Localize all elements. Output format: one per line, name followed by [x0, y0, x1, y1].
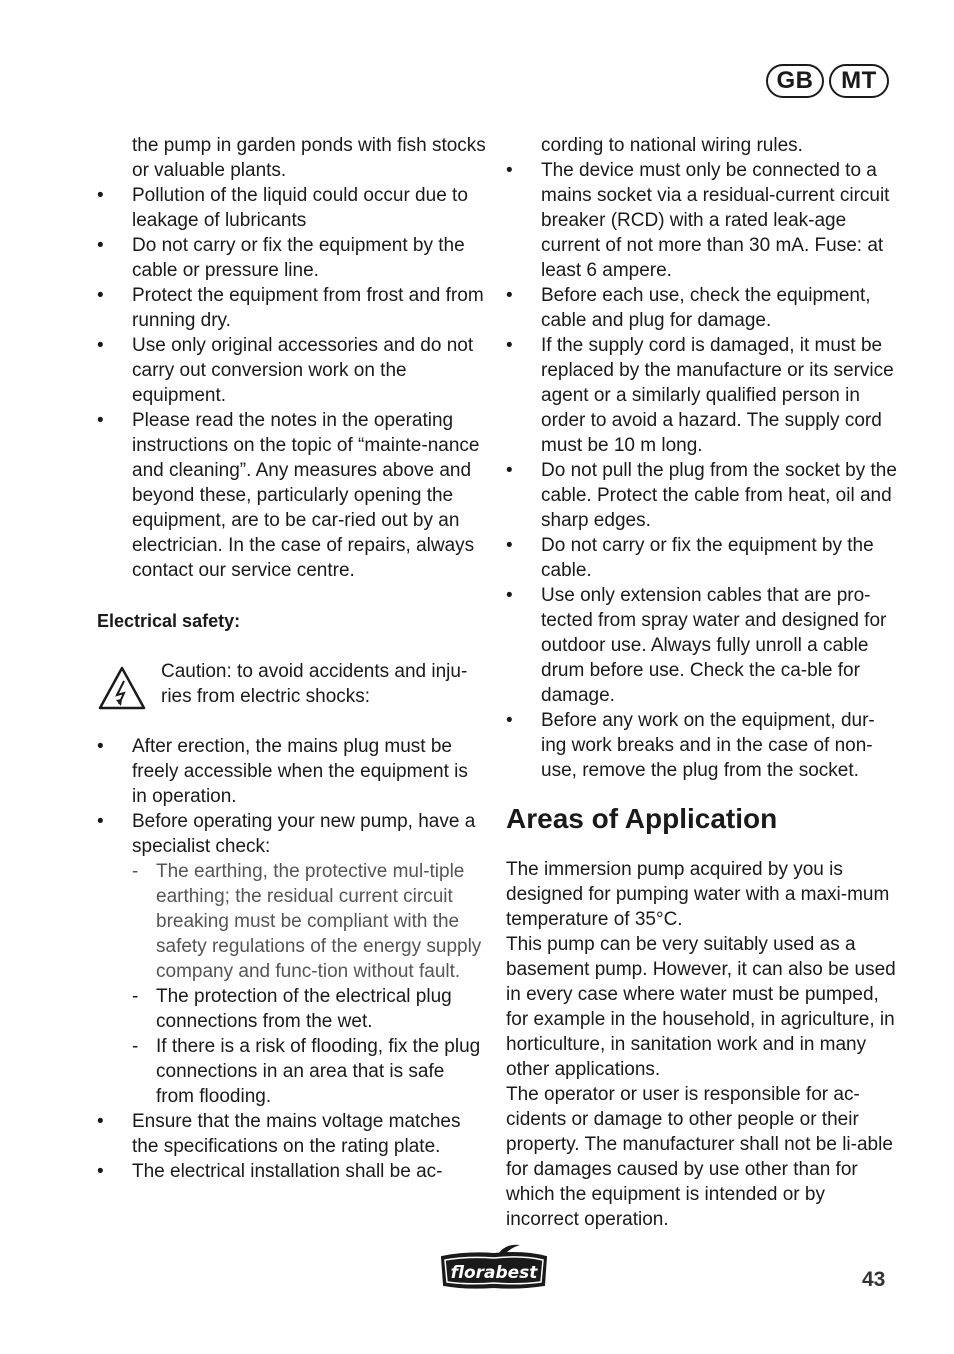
list-item: • Do not pull the plug from the socket by the cable. Protect the cable from heat, oil and sharp edges. [506, 458, 898, 533]
paragraph: The immersion pump acquired by you is designed for pumping water with a maxi-mum temperature of 35°C. [506, 859, 890, 930]
electrical-safety-heading: Electrical safety: [97, 611, 241, 631]
right-column [506, 133, 898, 1232]
list-item: • After erection, the mains plug must be freely accessible when the equipment is in operation. [97, 734, 487, 809]
continuation-text: the pump in garden ponds with fish stocks or valuable plants. [132, 135, 486, 181]
electrical-list [97, 734, 487, 1184]
dash-item: - The earthing, the protective mul-tiple earthing; the residual current circuit breaking must be compliant with the safety regulations of the energy supply company and func-tion without fault. [132, 859, 487, 984]
list-item: • Do not carry or fix the equipment by the cable or pressure line. [97, 233, 487, 283]
list-item: • The device must only be connected to a mains socket via a residual-current circuit breaker (RCD) with a rated leak-age current of not more than 30 mA. Fuse: at least 6 ampere. [506, 158, 898, 283]
continuation-text: cording to national wiring rules. [541, 135, 803, 156]
list-item: • Please read the notes in the operating instructions on the topic of “mainte-nance and cleaning”. Any measures above and beyond these, particularly opening the equipment, are to be car-ried out by an electrician. In the case of repairs, always contact our service centre. [97, 408, 487, 583]
list-item: • The electrical installation shall be ac- [97, 1159, 487, 1184]
section-title: Areas of Application [506, 803, 778, 834]
specialist-check-list [132, 859, 487, 1109]
dash-item: - The protection of the electrical plug connections from the wet. [132, 984, 487, 1034]
florabest-logo [436, 1243, 552, 1291]
dash-item: - If there is a risk of flooding, fix the plug connections in an area that is safe from flooding. [132, 1034, 487, 1109]
caution-text: Caution: to avoid accidents and inju-ries from electric shocks: [161, 661, 468, 707]
list-item: • Protect the equipment from frost and from running dry. [97, 283, 487, 333]
list-item [97, 809, 487, 1109]
list-item: • Pollution of the liquid could occur due to leakage of lubricants [97, 183, 487, 233]
paragraph: This pump can be very suitably used as a basement pump. However, it can also be used in every case where water must be pumped, for example in the household, in agriculture, in horticulture, in sanitation work and in many other applications. [506, 934, 896, 1080]
safety-list [97, 183, 487, 583]
lang-badge-mt: MT [829, 64, 889, 98]
list-item: • Use only extension cables that are pro-tected from spray water and designed for outdoor use. Always fully unroll a cable drum before use. Check the ca-ble for damage. [506, 583, 898, 708]
caution-note [97, 659, 487, 709]
electric-warning-icon [97, 665, 147, 711]
list-item: • Before any work on the equipment, dur-ing work breaks and in the case of non-use, remove the plug from the socket. [506, 708, 898, 783]
lang-badge-gb: GB [766, 64, 824, 98]
logo-text: florabest [450, 1263, 538, 1283]
list-item: • Do not carry or fix the equipment by the cable. [506, 533, 898, 583]
safety-list [506, 158, 898, 783]
left-column [97, 133, 487, 1184]
list-item: • Ensure that the mains voltage matches the specifications on the rating plate. [97, 1109, 487, 1159]
list-item: • If the supply cord is damaged, it must be replaced by the manufacture or its service agent or a similarly qualified person in order to avoid a hazard. The supply cord must be 10 m long. [506, 333, 898, 458]
list-item: • Before each use, check the equipment, cable and plug for damage. [506, 283, 898, 333]
page-number: 43 [862, 1268, 886, 1291]
list-item-text: Before operating your new pump, have a specialist check: [132, 811, 476, 857]
paragraph: The operator or user is responsible for ac-cidents or damage to other people or their property. The manufacturer shall not be li-able for damages caused by use other than for which the equipment is intended or by incorrect operation. [506, 1084, 893, 1230]
list-item: • Use only original accessories and do not carry out conversion work on the equipment. [97, 333, 487, 408]
